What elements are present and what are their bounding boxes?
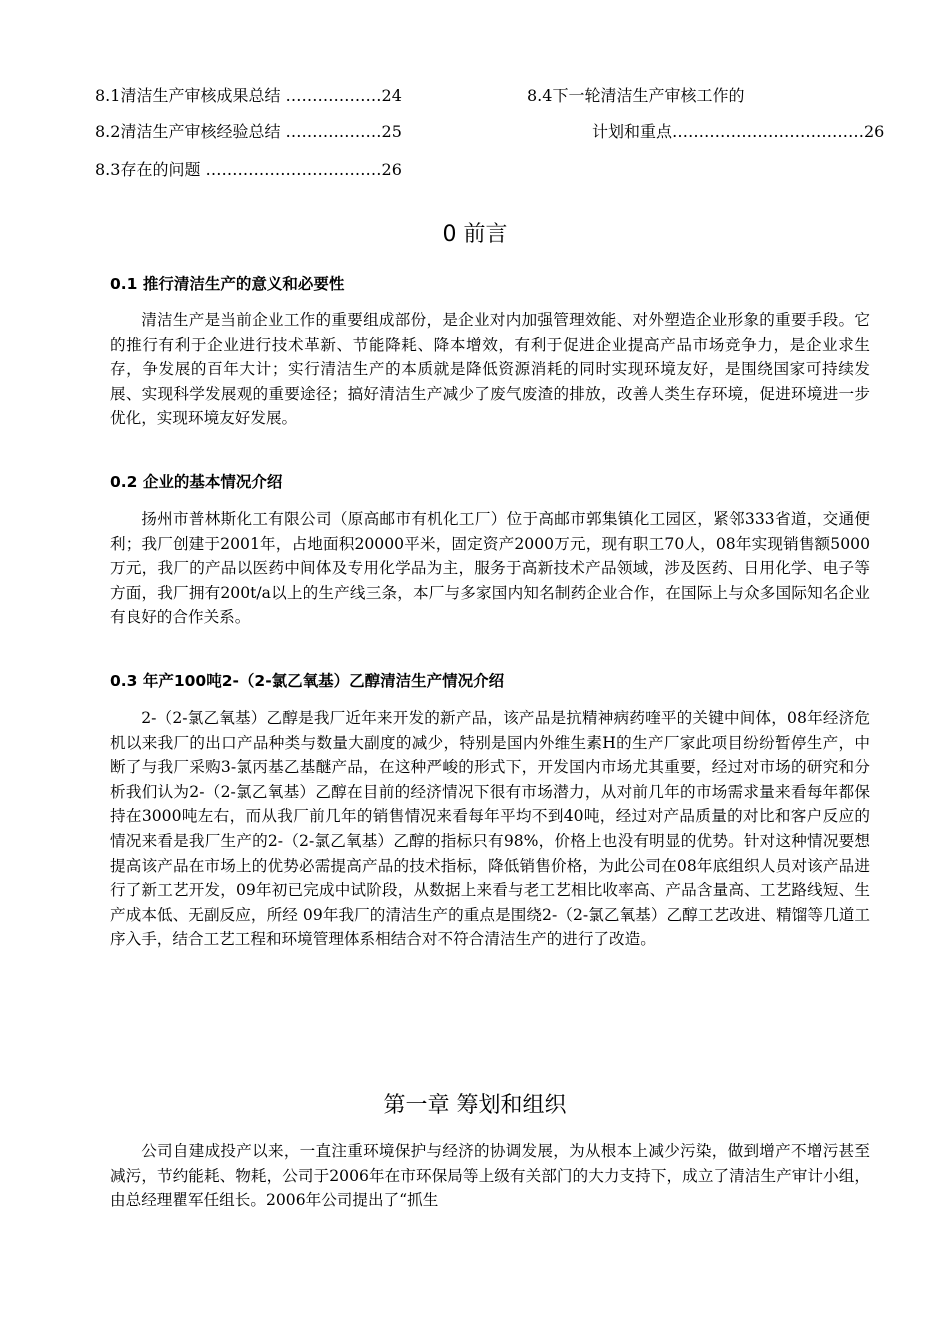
section-body-0-2: 扬州市普林斯化工有限公司（原高邮市有机化工厂）位于高邮市郭集镇化工园区，紧邻333省道，交通便利；我厂创建于2001年，占地面积20000平米，固定资产2000万元，现有职工70人，08年实现销售额5000万元，我厂的产品以医药中间体及专用化学品为主，服务于高新技术产品领域，涉及医药、日用化学、电子等方面，我厂拥有200t/a以上的生产线三条，本厂与多家国内知名制药企业合作，在国际上与众多国际知名企业有良好的合作关系。 (110, 510, 870, 627)
section-body-0-3: 2-（2-氯乙氧基）乙醇是我厂近年来开发的新产品，该产品是抗精神病药喹平的关键中间体，08年经济危机以来我厂的出口产品种类与数量大副度的减少，特别是国内外维生素H的生产厂家此项目纷纷暂停生产，中断了与我厂采购3-氯丙基乙基醚产品，在这种严峻的形式下，开发国内市场尤其重要，经过对市场的研究和分析我们认为2-（2-氯乙氧基）乙醇在目前的经济情况下很有市场潜力，从对前几年的市场需求量来看每年都保持在3000吨左右，而从我厂前几年的销售情况来看每年平均不到40吨，经过对产品质量的对比和客户反应的情况来看是我厂生产的2-（2-氯乙氧基）乙醇的指标只有98%，价格上也没有明显的优势。针对这种情况要想提高该产品在市场上的优势必需提高产品的技术指标，降低销售价格，为此公司在08年底组织人员对该产品进行了新工艺开发，09年初已完成中试阶段，从数据上来看与老工艺相比收率高、产品含量高、工艺路线短、生产成本低、无副反应，所经 09年我厂的清洁生产的重点是围绕2-（2-氯乙氧基）乙醇工艺改进、精馏等几道工序入手，结合工艺工程和环境管理体系相结合对不符合清洁生产的进行了改造。 (110, 709, 870, 949)
toc-item-8-3: 8.3存在的问题 ……………………………26 (95, 160, 402, 179)
section-heading-0-2: 0.2 企业的基本情况介绍 (110, 473, 283, 491)
section-body-0-1: 清洁生产是当前企业工作的重要组成部份，是企业对内加强管理效能、对外塑造企业形象的重要手段。它的推行有利于企业进行技术革新、节能降耗、降本增效，有利于促进企业提高产品市场竞争力，是企业求生存，争发展的百年大计；实行清洁生产的本质就是降低资源消耗的同时实现环境友好，是围绕国家可持续发展、实现科学发展观的重要途径；搞好清洁生产减少了废气废渣的排放，改善人类生存环境，促进环境进一步优化，实现环境友好发展。 (110, 311, 870, 428)
toc-item-8-2: 8.2清洁生产审核经验总结 ………………25 (95, 122, 402, 141)
section-heading-0-3: 0.3 年产100吨2-（2-氯乙氧基）乙醇清洁生产情况介绍 (110, 672, 505, 690)
chapter1-title: 第一章 筹划和组织 (383, 1093, 567, 1118)
toc-item-8-4-cont: 计划和重点………………………………26 (592, 122, 885, 141)
section-heading-0-1: 0.1 推行清洁生产的意义和必要性 (110, 275, 345, 293)
preface-title: 0 前言 (442, 222, 508, 247)
toc-item-8-4: 8.4下一轮清洁生产审核工作的 (527, 86, 745, 105)
chapter1-body: 公司自建成投产以来，一直注重环境保护与经济的协调发展，为从根本上减少污染，做到增产不增污甚至减污，节约能耗、物耗，公司于2006年在市环保局等上级有关部门的大力支持下，成立了清洁生产审计小组，由总经理瞿军任组长。2006年公司提出了“抓生 (110, 1142, 870, 1210)
toc-item-8-1: 8.1清洁生产审核成果总结 ………………24 (95, 86, 402, 105)
